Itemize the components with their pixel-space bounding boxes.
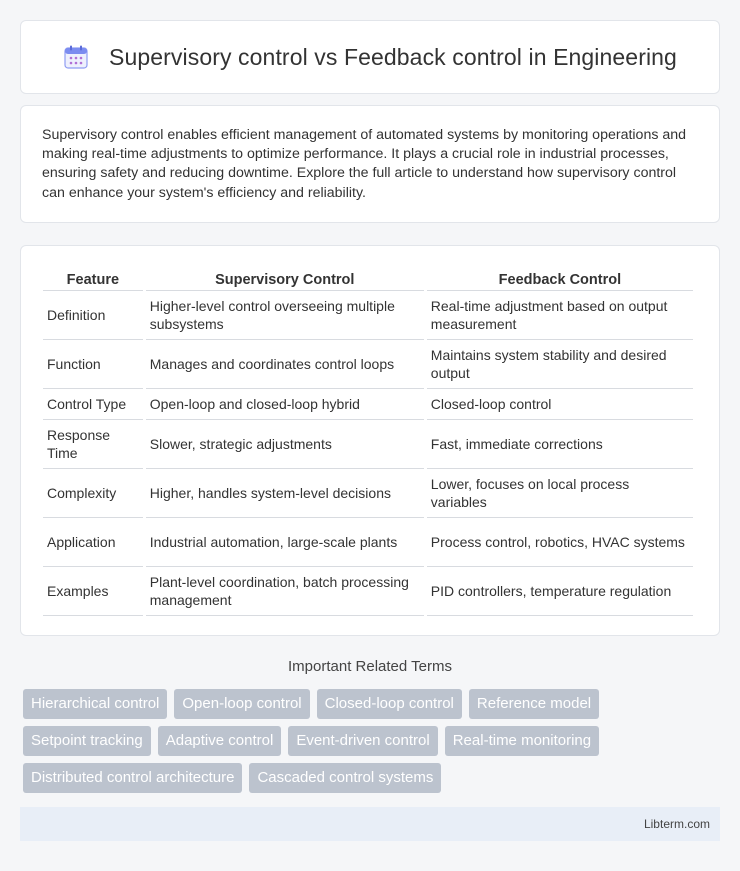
table-row xyxy=(43,469,693,518)
row-feedback: Process control, robotics, HVAC systems xyxy=(427,518,693,567)
table-header-row xyxy=(43,266,693,291)
intro-text: Supervisory control enables efficient management of automated systems by monitoring operations and making real-time adjustments to optimize performance. It plays a crucial role in industrial processes, ensuring safety and reducing downtime. Explore the full article to understand how supervisory control can enhance your system's efficiency and reliability. xyxy=(42,127,687,201)
row-feature: Complexity xyxy=(43,469,143,518)
related-terms-title: Important Related Terms xyxy=(288,658,452,675)
related-terms-tags xyxy=(23,689,723,800)
table-row xyxy=(43,340,693,389)
table-row xyxy=(43,420,693,469)
tag-row xyxy=(23,689,723,719)
row-feedback: Maintains system stability and desired output xyxy=(427,340,693,389)
table-row xyxy=(43,389,693,420)
row-feature: Definition xyxy=(43,291,143,340)
tag-cascaded-control-systems[interactable]: Cascaded control systems xyxy=(249,763,441,793)
row-feature: Examples xyxy=(43,567,143,616)
tag-hierarchical-control[interactable]: Hierarchical control xyxy=(23,689,167,719)
row-supervisory: Higher, handles system-level decisions xyxy=(146,469,424,518)
row-feature: Control Type xyxy=(43,389,143,420)
tag-reference-model[interactable]: Reference model xyxy=(469,689,599,719)
tag-closed-loop-control[interactable]: Closed-loop control xyxy=(317,689,462,719)
row-feedback: Lower, focuses on local process variables xyxy=(427,469,693,518)
header-card xyxy=(20,20,720,94)
row-feature: Application xyxy=(43,518,143,567)
comparison-table xyxy=(40,266,696,616)
row-feedback: Closed-loop control xyxy=(427,389,693,420)
tag-open-loop-control[interactable]: Open-loop control xyxy=(174,689,309,719)
row-feature: Function xyxy=(43,340,143,389)
row-supervisory: Industrial automation, large-scale plants xyxy=(146,518,424,567)
table-row xyxy=(43,518,693,567)
tag-setpoint-tracking[interactable]: Setpoint tracking xyxy=(23,726,151,756)
header-feedback: Feedback Control xyxy=(427,266,693,291)
header-supervisory: Supervisory Control xyxy=(146,266,424,291)
tag-row xyxy=(23,726,723,756)
comparison-table-card xyxy=(20,245,720,636)
row-feedback: PID controllers, temperature regulation xyxy=(427,567,693,616)
row-supervisory: Slower, strategic adjustments xyxy=(146,420,424,469)
tag-adaptive-control[interactable]: Adaptive control xyxy=(158,726,282,756)
footer-site-link[interactable]: Libterm.com xyxy=(643,817,710,831)
row-feedback: Real-time adjustment based on output measurement xyxy=(427,291,693,340)
row-feature: Response Time xyxy=(43,420,143,469)
table-row xyxy=(43,567,693,616)
row-supervisory: Plant-level coordination, batch processing management xyxy=(146,567,424,616)
tag-distributed-control-architecture[interactable]: Distributed control architecture xyxy=(23,763,242,793)
row-feedback: Fast, immediate corrections xyxy=(427,420,693,469)
row-supervisory: Higher-level control overseeing multiple subsystems xyxy=(146,291,424,340)
tag-event-driven-control[interactable]: Event-driven control xyxy=(288,726,437,756)
intro-card xyxy=(20,105,720,223)
page-title: Supervisory control vs Feedback control in Engineering xyxy=(109,43,677,70)
header-feature: Feature xyxy=(43,266,143,291)
footer xyxy=(20,807,720,841)
tag-row xyxy=(23,763,723,793)
tag-real-time-monitoring[interactable]: Real-time monitoring xyxy=(445,726,599,756)
table-row xyxy=(43,291,693,340)
row-supervisory: Manages and coordinates control loops xyxy=(146,340,424,389)
row-supervisory: Open-loop and closed-loop hybrid xyxy=(146,389,424,420)
calendar-icon xyxy=(63,44,89,70)
